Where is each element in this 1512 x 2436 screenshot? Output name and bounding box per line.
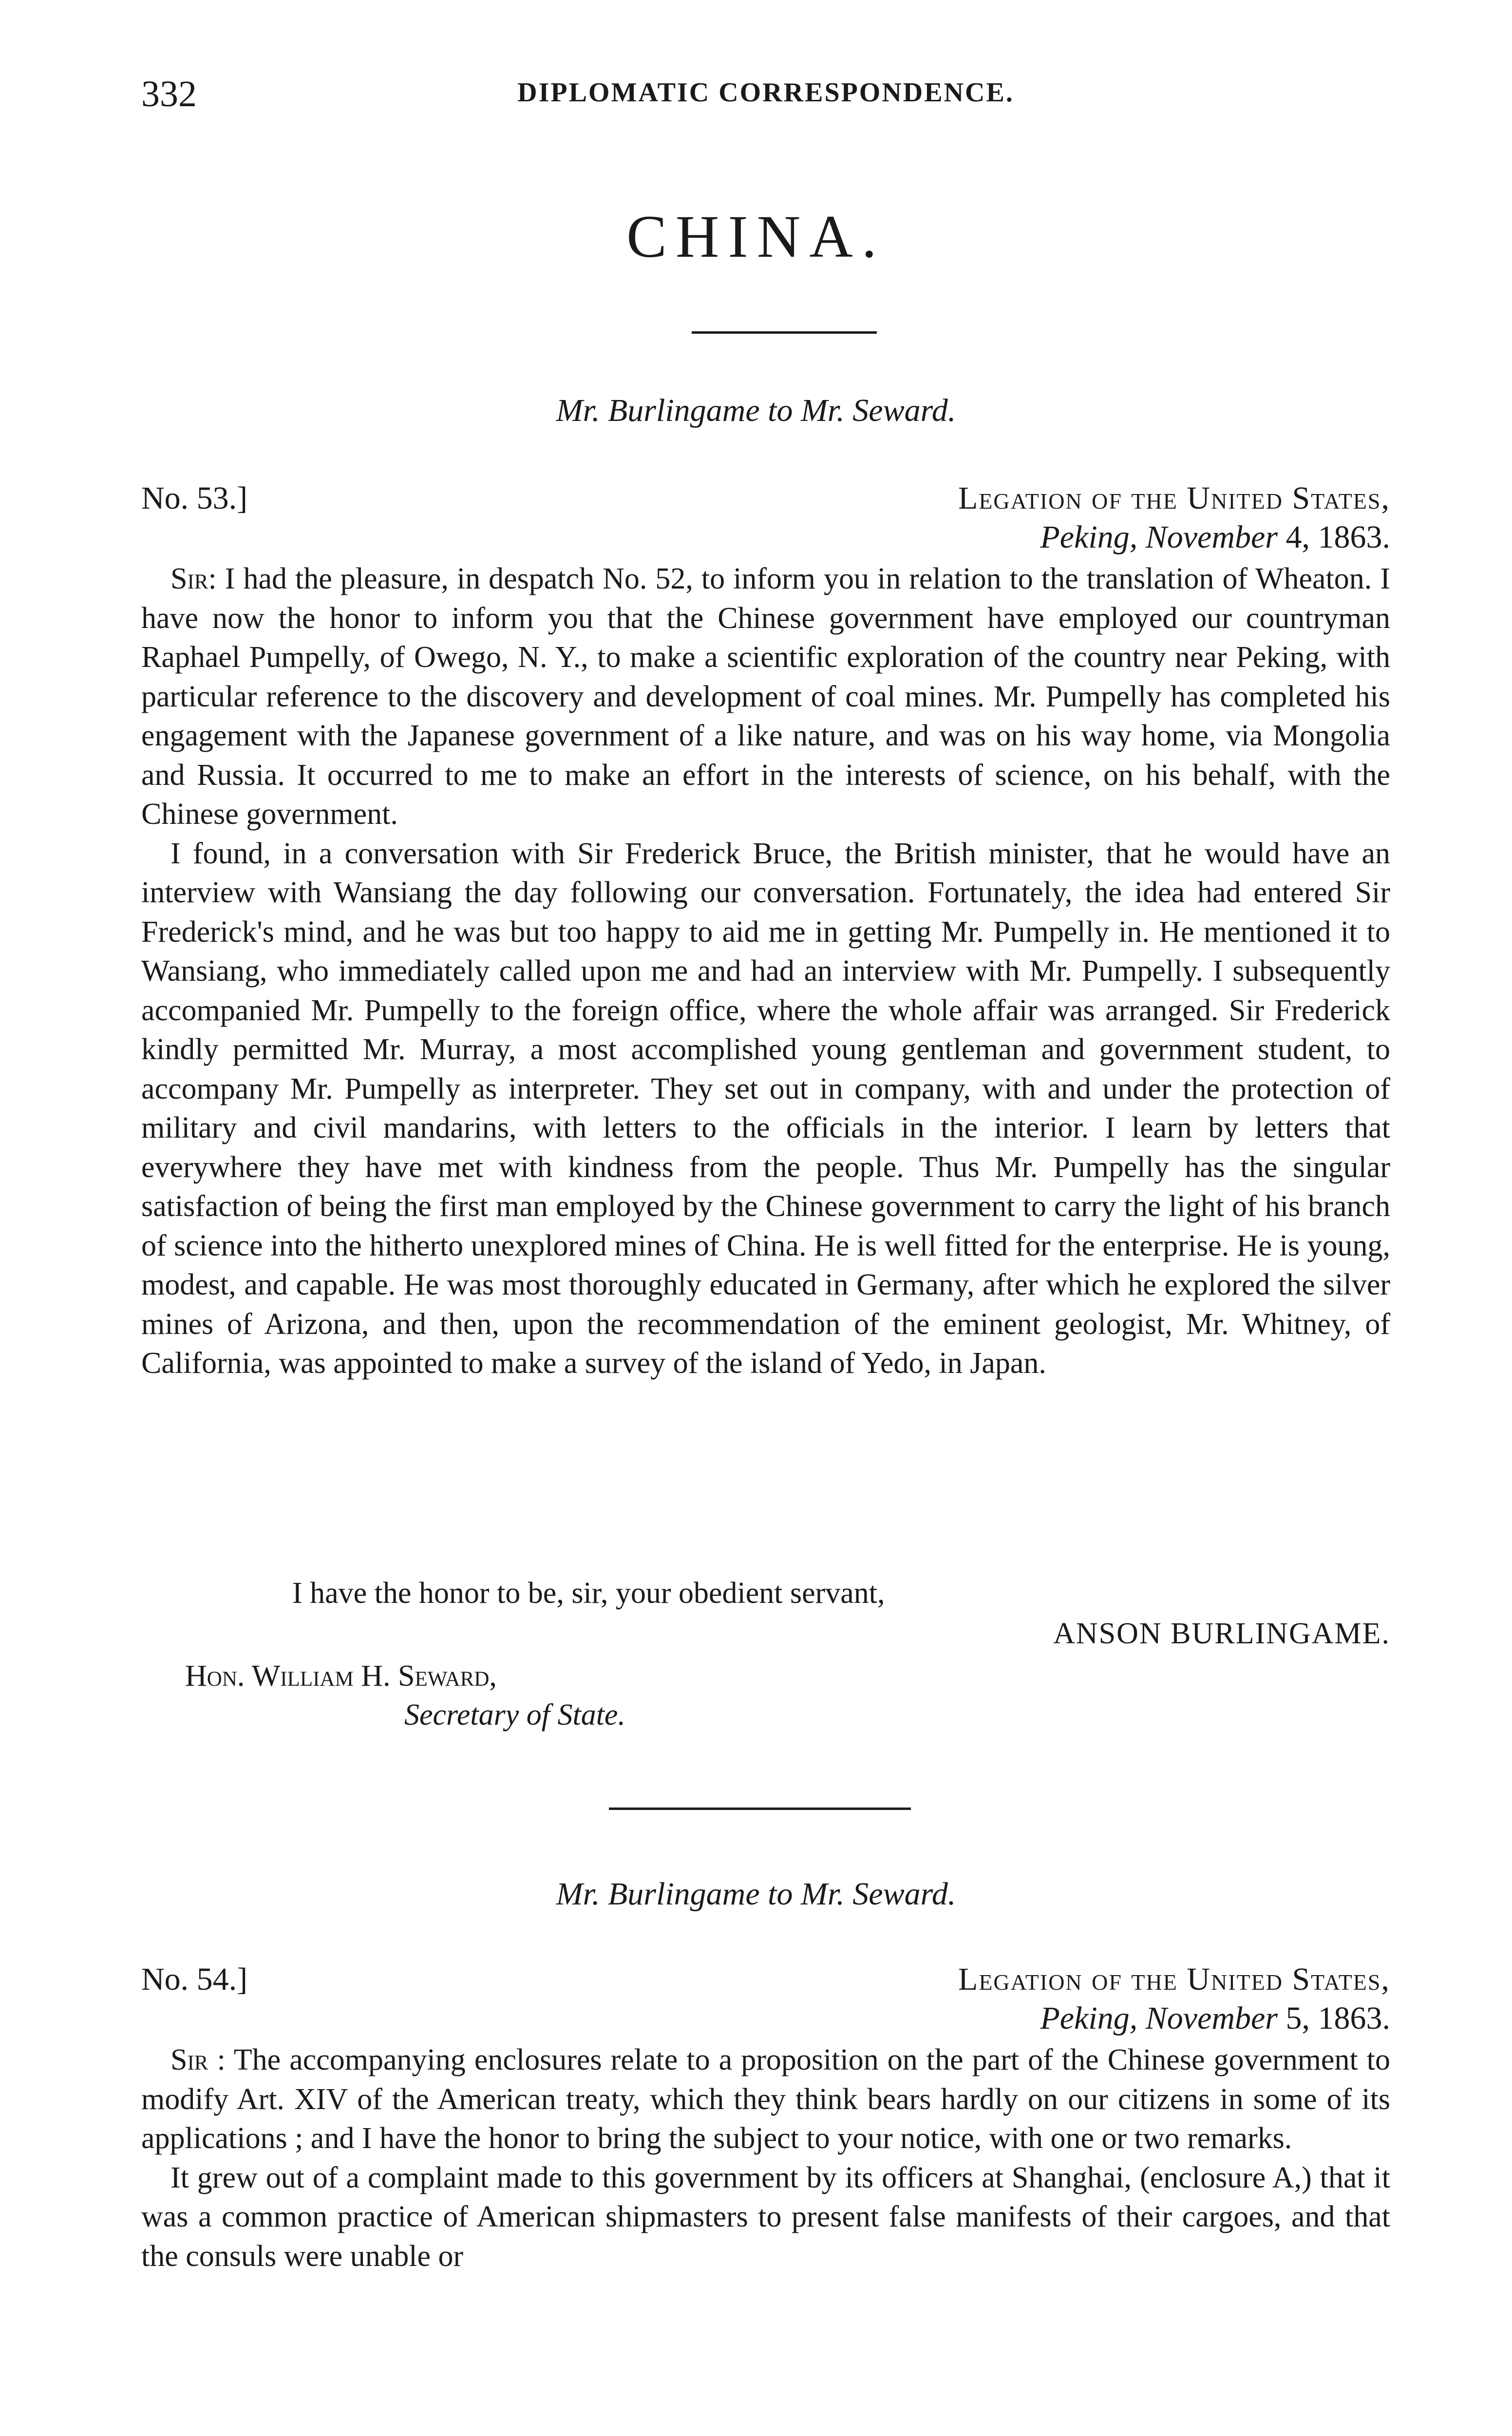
signature: ANSON BURLINGAME. bbox=[1053, 1617, 1390, 1650]
addressee-name: Hon. William H. Seward, bbox=[185, 1659, 497, 1693]
running-head bbox=[141, 73, 1390, 117]
salutation: Sir: bbox=[170, 562, 217, 595]
salutation: Sir : bbox=[170, 2043, 226, 2076]
addressee-title: Secretary of State. bbox=[404, 1698, 625, 1732]
date-rest: 4, 1863. bbox=[1285, 519, 1390, 555]
despatch-number: No. 54.] bbox=[141, 1961, 248, 1997]
title-rule bbox=[692, 331, 877, 334]
section-title: CHINA. bbox=[626, 203, 886, 270]
closing: I have the honor to be, sir, your obedient servant, bbox=[292, 1577, 885, 1610]
despatch-number: No. 53.] bbox=[141, 480, 248, 516]
legation-line: Legation of the United States, bbox=[958, 1961, 1390, 1997]
dateline-53 bbox=[141, 519, 1390, 556]
running-title: DIPLOMATIC CORRESPONDENCE. bbox=[517, 77, 1014, 108]
letter-heading-54: Mr. Burlingame to Mr. Seward. bbox=[556, 1876, 956, 1912]
paragraph bbox=[141, 2040, 1390, 2158]
paragraph bbox=[141, 559, 1390, 834]
paragraph-text: I had the pleasure, in despatch No. 52, to inform you in relation to the translation of Wheaton. I have now the honor to inform you that the Chinese government have employed our countryman Raphael Pumpelly, of Owego, N. Y., to make a scientific exploration of the country near Peking, with particular reference to the discovery and development of coal mines. Mr. Pumpelly has completed his engagement with the Japanese government of a like nature, and was on his way home, via Mongolia and Russia. It occurred to me to make an effort in the interests of science, on his behalf, with the Chinese government. bbox=[141, 562, 1390, 831]
section-rule bbox=[609, 1808, 911, 1810]
letter-body-53 bbox=[141, 559, 1390, 1383]
date-rest: 5, 1863. bbox=[1285, 2000, 1390, 2036]
paragraph: I found, in a conversation with Sir Frederick Bruce, the British minister, that he would have an interview with Wansiang the day following our conversation. Fortunately, the idea had entered Sir Frederick's mind, and he was but too happy to aid me in getting Mr. Pumpelly in. He mentioned it to Wansiang, who immediately called upon me and had an interview with Mr. Pumpelly. I subsequently accompanied Mr. Pumpelly to the foreign office, where the whole affair was arranged. Sir Frederick kindly permitted Mr. Murray, a most accomplished young gentleman and government student, to accompany Mr. Pumpelly as interpreter. They set out in company, with and under the protection of military and civil mandarins, with letters to the officials in the interior. I learn by letters that everywhere they have met with kindness from the people. Thus Mr. Pumpelly has the singular satisfaction of being the first man employed by the Chinese government to carry the light of his branch of science into the hitherto unexplored mines of China. He is well fitted for the enterprise. He is young, modest, and capable. He was most thoroughly educated in Germany, after which he explored the silver mines of Arizona, and then, upon the recommendation of the eminent geologist, Mr. Whitney, of California, was appointed to make a survey of the island of Yedo, in Japan. bbox=[141, 837, 1390, 1380]
date-place: Peking, bbox=[1040, 519, 1138, 555]
date-month: November bbox=[1145, 2000, 1278, 2036]
dateline-54 bbox=[141, 2000, 1390, 2037]
paragraph-text: The accompanying enclosures relate to a proposition on the part of the Chinese government to modify Art. XIV of the American treaty, which they think bears hardly on our citizens in some of its applications ; and I have the honor to bring the subject to your notice, with one or two remarks. bbox=[141, 2043, 1390, 2155]
date-month: November bbox=[1145, 519, 1278, 555]
letter-heading-53: Mr. Burlingame to Mr. Seward. bbox=[556, 393, 956, 428]
legation-line: Legation of the United States, bbox=[958, 480, 1390, 516]
paragraph: It grew out of a complaint made to this government by its officers at Shanghai, (enclosure A,) that it was a common practice of American shipmasters to present false manifests of their cargoes, and that the consuls were unable or bbox=[141, 2161, 1390, 2273]
date-place: Peking, bbox=[1040, 2000, 1138, 2036]
page-number: 332 bbox=[141, 74, 197, 114]
letter-body-54 bbox=[141, 2040, 1390, 2276]
